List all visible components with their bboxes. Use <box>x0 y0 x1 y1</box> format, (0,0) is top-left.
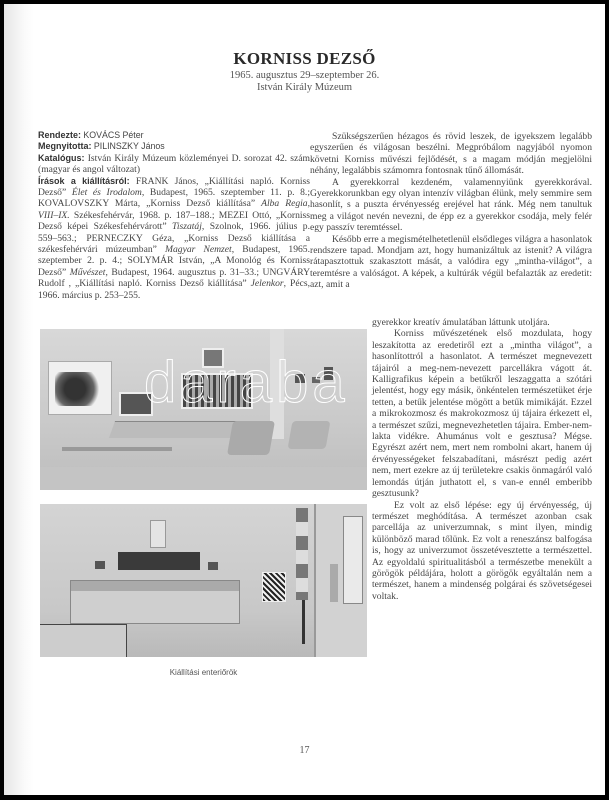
publication-title: Jelenkor <box>250 278 284 290</box>
essay-paragraph: Korniss művészetének első mozdulata, hogy leszakította az eredetiről ezt a „mintha világot”, a hasonlítottról a hasonlatot. A természet megnevezett tájairól a meg-nem-nevezett parcellákra vágott át. Kalligrafikus képein a betűkről leszaggatta a szótári jelentést, hogy egy másik, önkéntelen természetüket érje tetten, a betűk jelentése mögött a betűk mimikáját. Ezzel a mikrokozmosz és makrokozmosz új tájaira érkezett el, a természet szűzi, megnevezhetetlen tájaira. Ember-nem-lakta vidékre. Ahumánus volt e gesztusa? Mégse. Egyrészt azért nem, mert nem rombolni akart, hanem új érvényességeket felszabadítani, másrészt pedig azért nem, mert ezekre az új területekre csakis önmagáról való lemondás útján juthatott el, s van-e ennél emberibb gesztusunk? <box>372 328 592 500</box>
publication-title: Élet és Irodalom <box>71 187 142 199</box>
citation-text: , Budapest, 1964. augusztus p. 31–33.; UNGVÁRY Rudolf , „Kiállítási napló. Korniss Dezső kiállítása” <box>38 266 310 290</box>
painting-right-2 <box>312 377 320 383</box>
floor <box>40 467 367 490</box>
writings-label: Írások a kiállításról: <box>38 175 130 186</box>
essay-top <box>310 131 592 291</box>
striped-column <box>296 508 308 600</box>
painting-calligraphy <box>181 373 253 409</box>
painting-right-1 <box>295 374 305 383</box>
page-number: 17 <box>299 745 310 756</box>
publication-title: Magyar Nemzet <box>165 244 232 256</box>
citation-text: Székesfehérvár, 1968. p. 187–188.; MEZEI Ottó, „Korniss Dezső képei Székesfehérvárott” <box>38 209 310 233</box>
essay-paragraph-continuation: gyerekkor kreatív ámulatában láttunk utoljára. <box>372 317 550 328</box>
painting-top <box>150 520 166 548</box>
writings-line <box>38 176 310 301</box>
small-frame-left <box>95 561 105 569</box>
floor-case <box>40 624 127 657</box>
opener-name: PILINSZKY János <box>93 141 165 152</box>
bench-left <box>62 447 172 451</box>
narrow-painting <box>330 564 338 602</box>
essay-paragraph: Ez volt az első lépése: egy új érvényesség, új természet meghódítása. A természet azonban csak parcellája az univerzumnak, s mint ilyen, mindig különböző marad tőlünk. Ez volt a reneszánsz balfogása is, hogy az univerzumot összetévesztette a természettel. Az egyoldalú spiritualitásból a természetbe menekült a görögök példájára, holott a görögök egyáltalán nem a természet, hanem a mindenség polgárai és szövetségesei voltak. <box>372 499 592 602</box>
catalog-line <box>38 153 310 176</box>
opener-line <box>38 141 310 152</box>
citation-text: , Budapest, 1965. szeptember 2. p. 4.; SOLYMÁR István, „A Monológ és Korniss Dezső” <box>38 244 310 278</box>
tall-painting <box>343 516 363 604</box>
small-frame-right <box>208 562 218 570</box>
essay-paragraph: A gyerekkorral kezdeném, valamennyiünk gyerekkorával. Gyerekkorunkban egy olyan intenzív világban élünk, mely semmire sem hasonlít, s a puszta érvényesség erejével hat ránk. Még nem tanultuk meg a világot nevén nevezni, de épp ez a gyerekkor csodája, mely felér egy passzív teremtéssel. <box>310 176 592 234</box>
catalog-text: István Király Múzeum közleményei D. sorozat 42. szám (magyar és angol változat) <box>38 152 310 176</box>
publication-title: Alba Regia, VIII–IX. <box>38 198 310 221</box>
organizer-label: Rendezte: <box>38 130 82 140</box>
opener-label: Megnyitotta: <box>38 141 92 152</box>
document-page <box>4 4 605 795</box>
exhibition-photo-1 <box>40 329 367 490</box>
essay-paragraph: Később erre a megismételhetetlenül elsődleges világra a hasonlatok rendszere tapad. Mondjam azt, hogy humanizáltuk az istenit? A világra rátapasztottuk szakasztott mását, a valódira egy „mintha-világot”, a teremtésre a valóságot. A képek, a kultúrák végül befalazták az eredetit: azt, amit a <box>310 233 592 291</box>
citation-text: , Szolnok, 1966. július p. 559–563.; PERNECZKY Géza, „Korniss Dezső kiállítása a székesfehérvári múzeumban” <box>38 221 310 256</box>
display-case <box>70 580 240 624</box>
writings-text <box>38 176 310 301</box>
figure-caption: Kiállítási enteriőrök <box>169 668 238 677</box>
painting-top-small <box>202 348 224 368</box>
painting-right-3 <box>324 367 333 380</box>
painting-abstract <box>48 361 112 415</box>
exhibition-venue: István Király Múzeum <box>256 82 353 93</box>
citation-text: FRANK János, „Kiállítási napló. Korniss Dezső” <box>38 175 310 199</box>
credits-block <box>38 130 310 301</box>
chair-2 <box>288 421 331 449</box>
exhibition-photo-2 <box>40 504 367 657</box>
page-title: KORNISS DEZSŐ <box>233 49 376 68</box>
organizer-name: KOVÁCS Péter <box>83 130 144 140</box>
essay-bottom <box>372 317 592 602</box>
painting-small-dark <box>119 392 153 416</box>
citation-text: , Budapest, 1965. szeptember 11. p. 8.; KOVALOVSZKY Márta, „Korniss Dezső kiállítása” <box>38 187 310 210</box>
catalog-label: Katalógus: <box>38 152 85 163</box>
publication-title: Tiszatáj <box>172 221 202 233</box>
essay-paragraph: Szükségszerűen hézagos és rövid leszek, de igyekszem legalább egyszerűen és világosan beszélni. Megpróbálom nagyjából nyomon követni Korniss művészi fejlődését, s a magam módján megjelölni néhány, legalábbis számomra fontosnak tűnő állomását. <box>310 131 592 177</box>
chair-1 <box>227 421 275 455</box>
citation-text: , Pécs, 1966. március p. 253–255. <box>38 278 310 301</box>
exhibition-dates: 1965. augusztus 29–szeptember 26. <box>229 70 380 81</box>
publication-title: Művészet <box>69 266 106 278</box>
organizer-line <box>38 130 310 141</box>
column-stand <box>302 600 305 644</box>
dark-panel <box>118 552 200 570</box>
patterned-painting <box>262 572 286 602</box>
